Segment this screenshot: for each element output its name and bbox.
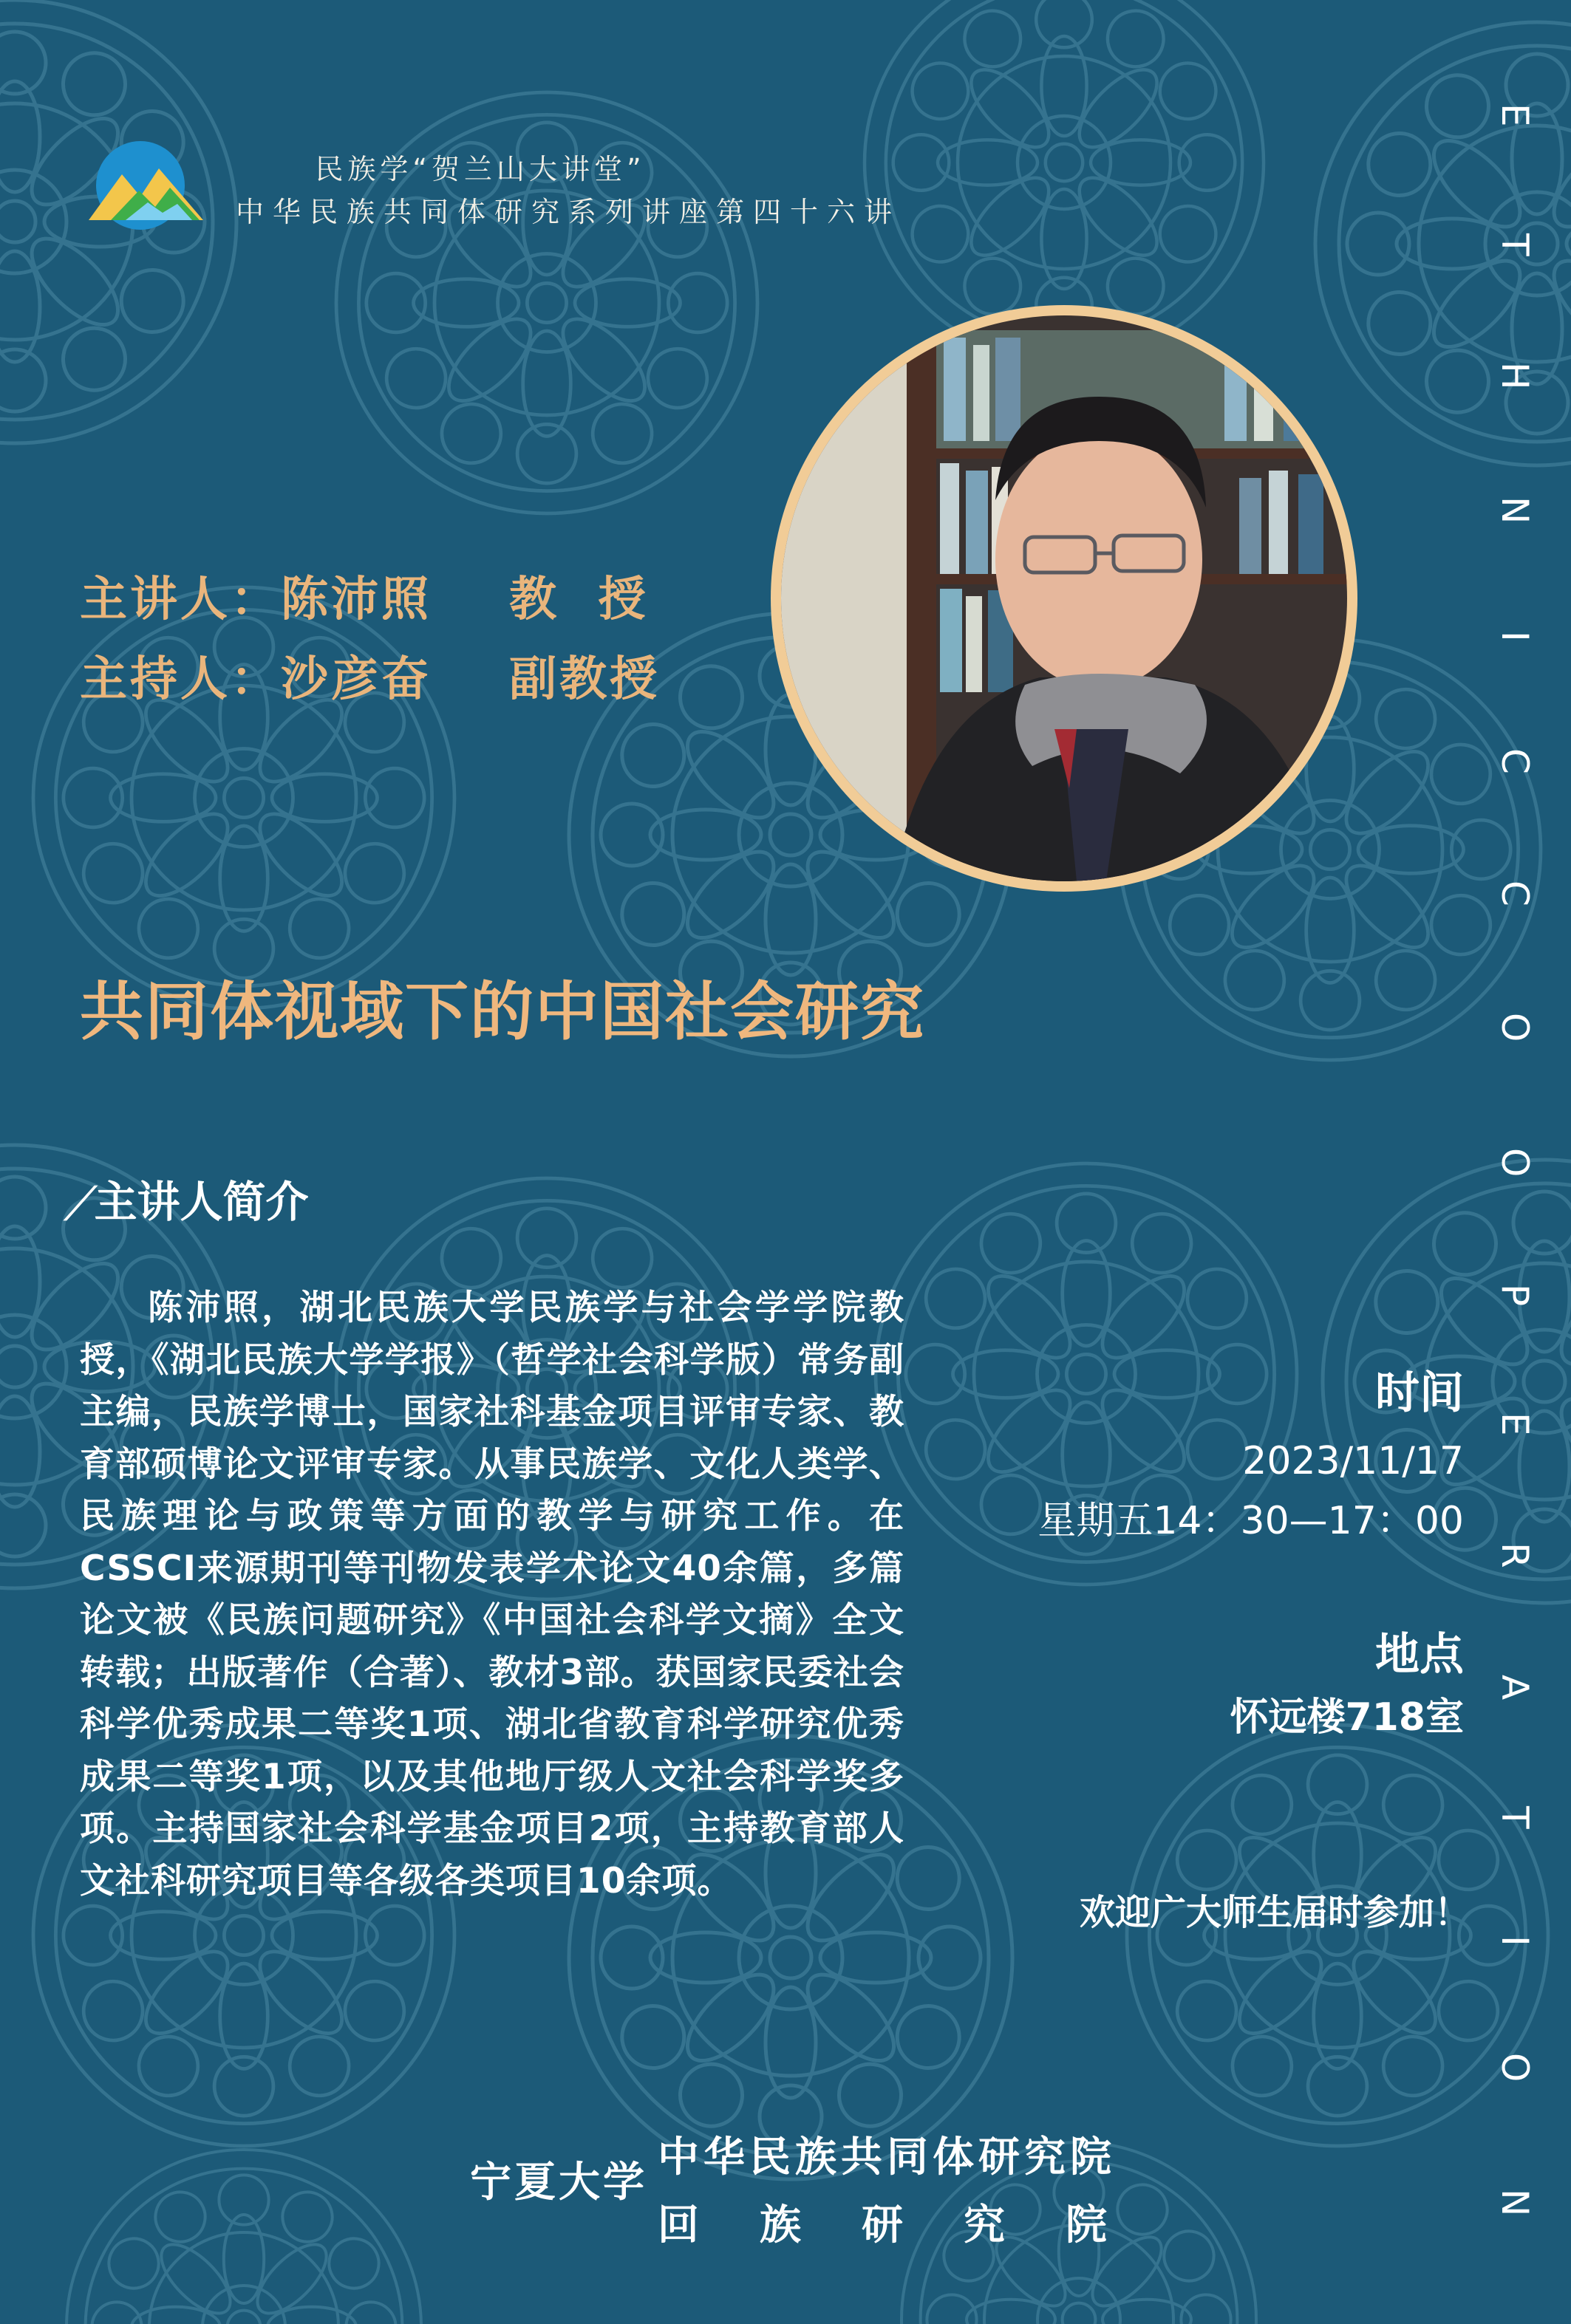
speaker-intro-heading — [59, 1167, 309, 1229]
organizer-institute-1: 中华民族共同体研究院 — [658, 2133, 1116, 2181]
place-label: 地点 — [1375, 1629, 1464, 1681]
host-line: 主持人：沙彦奋 副教授 — [80, 652, 661, 707]
organizer-institute-2: 回族研究院 — [658, 2201, 1168, 2249]
side-letter: I — [1493, 1935, 1536, 1947]
side-letter: N — [1493, 496, 1536, 524]
speaker-intro-heading-text: 主讲人简介 — [94, 1177, 309, 1227]
welcome-message: 欢迎广大师生届时参加！ — [1079, 1892, 1470, 1933]
side-letter: A — [1493, 1675, 1536, 1701]
speaker-bio: 陈沛照，湖北民族大学民族学与社会学学院教授，《湖北民族大学学报》（哲学社会科学版）常务副主编，民族学博士，国家社科基金项目评审专家、教育部硕博论文评审专家。从事民族学、文化人类学、民族理论与政策等方面的教学与研究工作。在CSSCI来源期刊等刊物发表学术论文40余篇，多篇论文被《民族问题研究》《中国社会科学文摘》全文转载；出版著作（合著）、教材3部。获国家民委社会科学优秀成果二等奖1项、湖北省教育科学研究优秀成果二等奖1项，以及其他地厅级人文社会科学奖多项。主持国家社会科学基金项目2项，主持教育部人文社科研究项目等各级各类项目10余项。 — [80, 1288, 904, 1901]
side-letter: C — [1493, 748, 1536, 774]
organizer-university: 宁夏大学 — [470, 2158, 647, 2207]
side-letter: T — [1493, 1806, 1536, 1829]
lecture-series-name: 民族学“贺兰山大讲堂” — [315, 153, 646, 185]
side-letter: H — [1493, 362, 1536, 391]
side-letter: T — [1493, 233, 1536, 256]
side-letter: E — [1493, 103, 1536, 127]
event-weekday-time: 星期五14：30—17：00 — [1037, 1499, 1464, 1543]
side-letter: C — [1493, 880, 1536, 906]
side-letter: R — [1493, 1542, 1536, 1568]
time-label: 时间 — [1375, 1367, 1464, 1419]
side-letter: E — [1493, 1412, 1536, 1436]
event-date: 2023/11/17 — [1242, 1439, 1464, 1483]
speaker-portrait — [781, 315, 1347, 881]
lecture-title: 共同体视域下的中国社会研究 — [80, 974, 925, 1049]
side-letter: O — [1493, 2053, 1536, 2082]
speaker-line: 主讲人：陈沛照 教 授 — [80, 572, 649, 627]
vertical-side-text — [1485, 103, 1544, 2216]
side-letter: N — [1493, 2188, 1536, 2216]
side-letter: O — [1493, 1012, 1536, 1042]
lecture-series-subtitle: 中华民族共同体研究系列讲座第四十六讲 — [235, 196, 901, 228]
event-place: 怀远楼718室 — [1230, 1695, 1464, 1740]
side-letter: P — [1493, 1284, 1536, 1307]
side-letter: I — [1493, 630, 1536, 642]
side-letter: O — [1493, 1148, 1536, 1178]
slash-icon: / — [59, 1177, 103, 1227]
